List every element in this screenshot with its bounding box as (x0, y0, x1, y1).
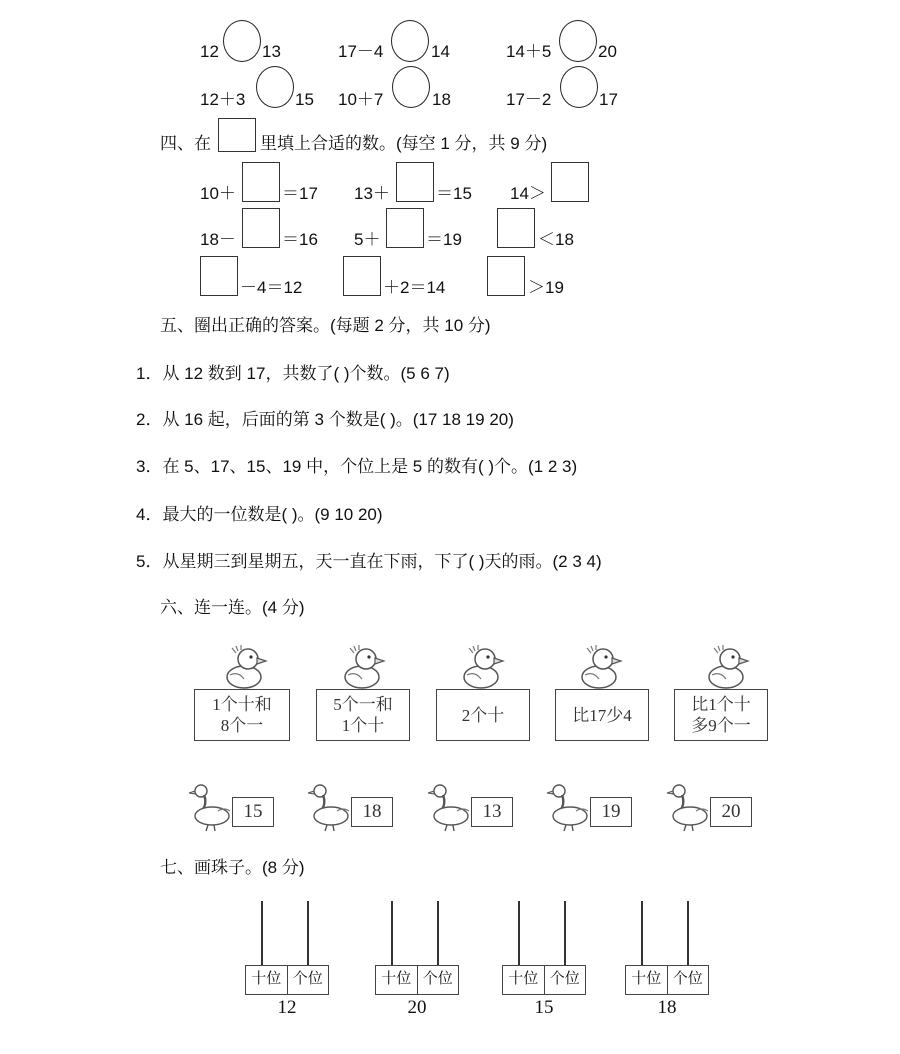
section-7-title: 七、画珠子。(8 分) (160, 858, 305, 877)
card-line: 1个十 (341, 716, 385, 735)
goose-number[interactable]: 19 (590, 797, 632, 827)
match-card[interactable] (674, 689, 768, 741)
card-line: 2个十 (461, 705, 505, 725)
card-line: 比17少4 (572, 705, 632, 725)
compare-left: 14＋5 (506, 42, 552, 61)
question-3: 3．在 5、17、15、19 中，个位上是 5 的数有( )个。(1 2 3) (136, 457, 578, 476)
answer-box[interactable] (242, 208, 280, 248)
equation-suffix: ＝16 (282, 230, 318, 249)
compare-right: 20 (598, 42, 617, 61)
question-4: 4．最大的一位数是( )。(9 10 20) (136, 505, 383, 524)
equation-suffix: －4＝12 (240, 278, 303, 297)
equation-suffix: ＝19 (426, 230, 462, 249)
equation-suffix: ＝15 (436, 184, 472, 203)
card-line: 1个十和 (212, 695, 272, 714)
abacus[interactable] (245, 901, 329, 1018)
ones-label: 个位 (544, 966, 586, 994)
compare-right: 18 (432, 90, 451, 109)
duckling-icon (336, 645, 386, 691)
abacus-number: 20 (407, 997, 427, 1018)
ones-rod[interactable] (564, 901, 566, 965)
compare-circle[interactable] (256, 66, 294, 108)
abacus-number: 12 (277, 997, 297, 1018)
compare-right: 13 (262, 42, 281, 61)
goose-icon (427, 783, 473, 833)
abacus-number: 15 (534, 997, 554, 1018)
duckling-icon (455, 645, 505, 691)
goose-icon (546, 783, 592, 833)
section-4-title-end: 里填上合适的数。(每空 1 分，共 9 分) (260, 134, 548, 153)
duckling-icon (218, 645, 268, 691)
tens-label: 十位 (381, 971, 412, 987)
goose-icon (307, 783, 353, 833)
card-line: 比1个十 (691, 695, 751, 714)
abacus-base (625, 965, 709, 995)
equation-prefix: 5＋ (354, 230, 381, 249)
duckling-icon (573, 645, 623, 691)
answer-box[interactable] (343, 256, 381, 296)
goose-number[interactable]: 15 (232, 797, 274, 827)
compare-left: 12＋3 (200, 90, 246, 109)
compare-left: 17－2 (506, 90, 552, 109)
equation-suffix: ＝17 (282, 184, 318, 203)
answer-box[interactable] (396, 162, 434, 202)
equation-prefix: 10＋ (200, 184, 236, 203)
goose-icon (666, 783, 712, 833)
title-blank-box (218, 118, 256, 152)
abacus[interactable] (502, 901, 586, 1018)
compare-circle[interactable] (559, 20, 597, 62)
section-6-title: 六、连一连。(4 分) (160, 598, 305, 617)
section-4-title-start: 四、在 (160, 134, 211, 153)
compare-circle[interactable] (392, 66, 430, 108)
compare-circle[interactable] (223, 20, 261, 62)
tens-rod[interactable] (391, 901, 393, 965)
match-card[interactable] (555, 689, 649, 741)
tens-label: 十位 (508, 971, 539, 987)
equation-suffix: ＋2＝14 (383, 278, 446, 297)
answer-box[interactable] (487, 256, 525, 296)
abacus[interactable] (375, 901, 459, 1018)
card-line: 多9个一 (691, 716, 751, 735)
card-line: 8个一 (220, 716, 264, 735)
tens-label: 十位 (631, 971, 662, 987)
ones-label: 个位 (417, 966, 459, 994)
question-2: 2．从 16 起，后面的第 3 个数是( )。(17 18 19 20) (136, 410, 514, 429)
tens-rod[interactable] (261, 901, 263, 965)
abacus-number: 18 (657, 997, 677, 1018)
section-5-title: 五、圈出正确的答案。(每题 2 分，共 10 分) (160, 316, 491, 335)
compare-right: 17 (599, 90, 618, 109)
card-line: 5个一和 (333, 695, 393, 714)
goose-number[interactable]: 20 (710, 797, 752, 827)
equation-prefix: 18－ (200, 230, 236, 249)
compare-left: 17－4 (338, 42, 384, 61)
ones-label: 个位 (287, 966, 329, 994)
duckling-icon (700, 645, 750, 691)
match-card[interactable] (436, 689, 530, 741)
equation-prefix: 13＋ (354, 184, 390, 203)
question-5: 5．从星期三到星期五，天一直在下雨，下了( )天的雨。(2 3 4) (136, 552, 602, 571)
question-1: 1．从 12 数到 17，共数了( )个数。(5 6 7) (136, 364, 450, 383)
compare-right: 15 (295, 90, 314, 109)
answer-box[interactable] (242, 162, 280, 202)
abacus-base (245, 965, 329, 995)
match-card[interactable] (194, 689, 290, 741)
tens-label: 十位 (251, 971, 282, 987)
tens-rod[interactable] (518, 901, 520, 965)
answer-box[interactable] (551, 162, 589, 202)
goose-number[interactable]: 18 (351, 797, 393, 827)
tens-rod[interactable] (641, 901, 643, 965)
answer-box[interactable] (386, 208, 424, 248)
goose-number[interactable]: 13 (471, 797, 513, 827)
ones-rod[interactable] (307, 901, 309, 965)
goose-icon (188, 783, 234, 833)
ones-label: 个位 (667, 966, 709, 994)
ones-rod[interactable] (687, 901, 689, 965)
match-card[interactable] (316, 689, 410, 741)
equation-suffix: ＜18 (538, 230, 574, 249)
abacus-base (375, 965, 459, 995)
compare-right: 14 (431, 42, 450, 61)
equation-suffix: ＞19 (528, 278, 564, 297)
compare-circle[interactable] (391, 20, 429, 62)
answer-box[interactable] (200, 256, 238, 296)
ones-rod[interactable] (437, 901, 439, 965)
compare-left: 12 (200, 42, 219, 61)
compare-circle[interactable] (560, 66, 598, 108)
abacus-base (502, 965, 586, 995)
abacus[interactable] (625, 901, 709, 1018)
equation-prefix: 14＞ (510, 184, 546, 203)
compare-left: 10＋7 (338, 90, 384, 109)
answer-box[interactable] (497, 208, 535, 248)
